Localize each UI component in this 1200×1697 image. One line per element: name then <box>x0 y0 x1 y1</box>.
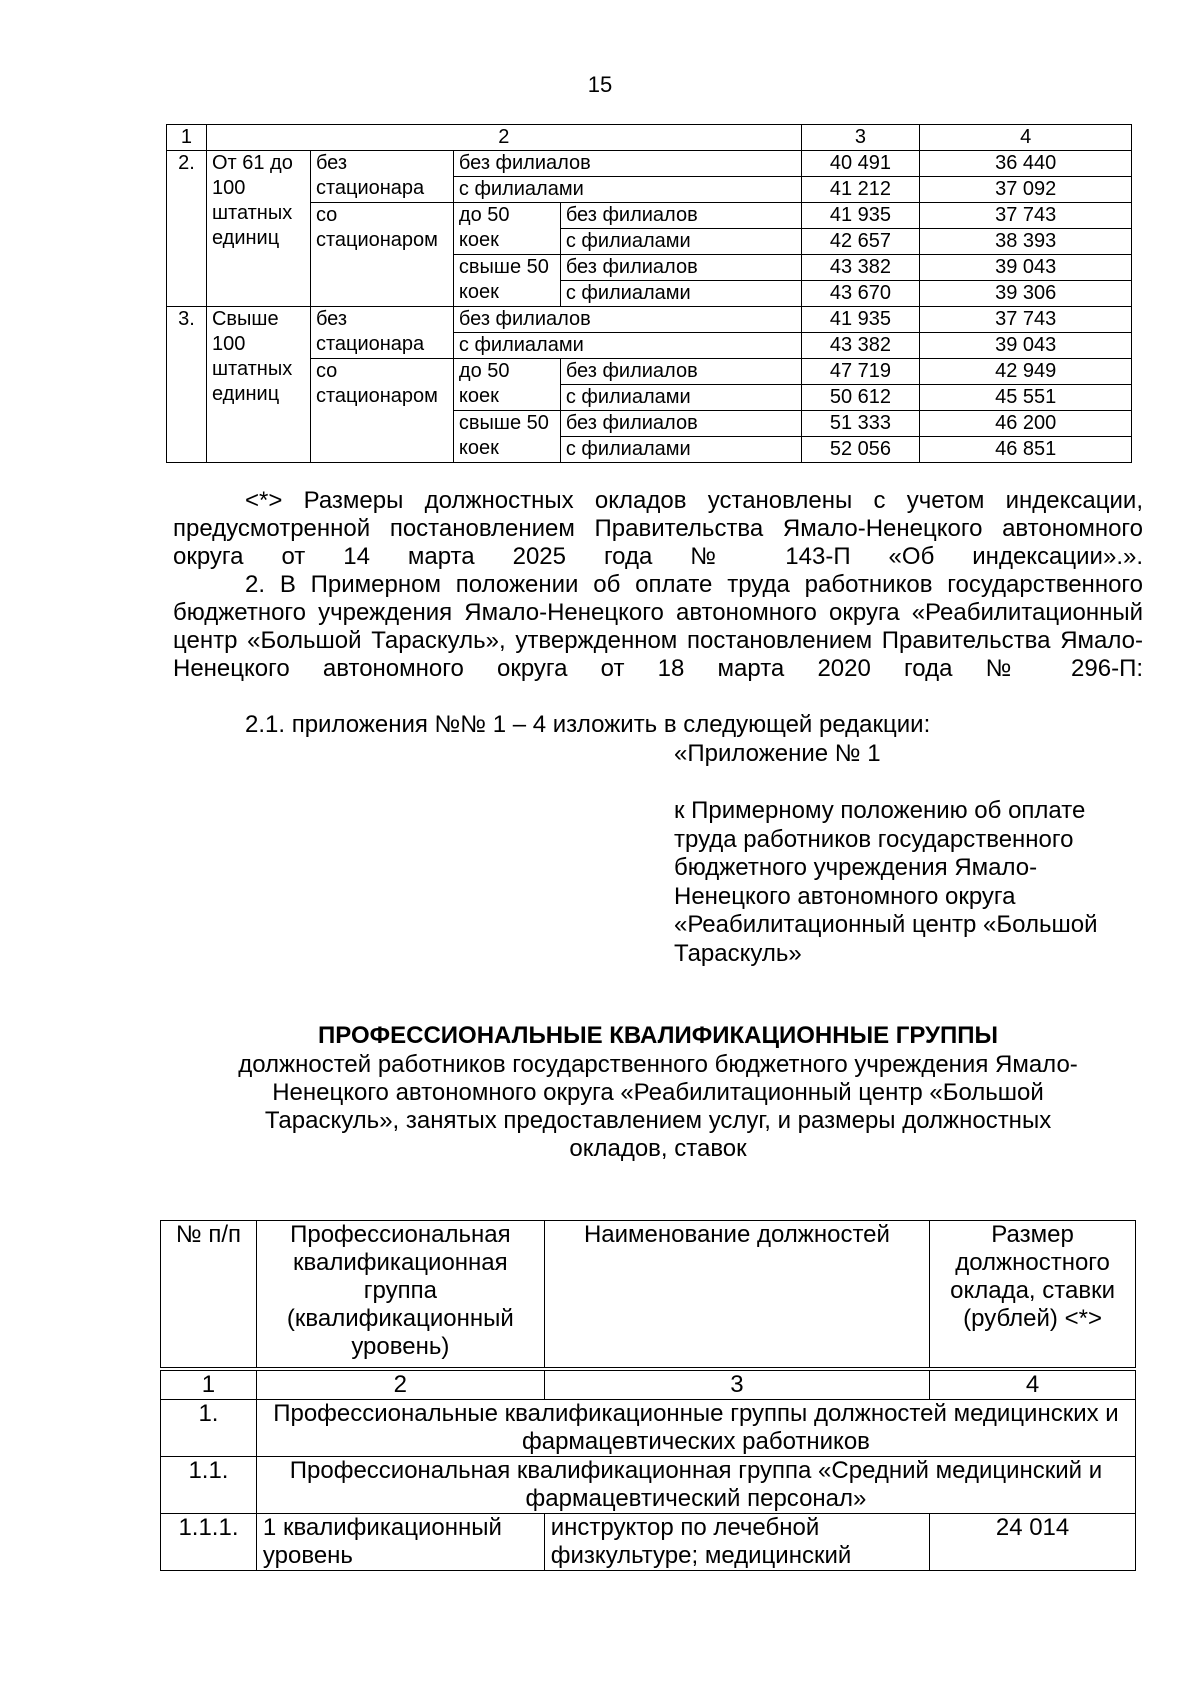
hospital-type-label: без стационара <box>310 307 453 359</box>
subsection-num: 1.1. <box>161 1457 257 1514</box>
value-col4: 39 043 <box>920 255 1132 281</box>
salary-table-continued <box>166 124 1132 463</box>
value-col3: 41 212 <box>801 177 920 203</box>
table-row <box>167 151 1132 177</box>
value-col4: 38 393 <box>920 229 1132 255</box>
col-num-2: 2 <box>256 1369 544 1400</box>
table-number-row <box>161 1369 1136 1400</box>
beds-label: до 50 коек <box>453 359 560 411</box>
col-num-1: 1 <box>161 1369 257 1400</box>
hospital-type-label: со стационаром <box>310 359 453 463</box>
table-row <box>161 1514 1136 1571</box>
branch-label: с филиалами <box>453 177 801 203</box>
branch-label: с филиалами <box>560 385 801 411</box>
value-col4: 37 743 <box>920 307 1132 333</box>
col-2-header: 2 <box>206 125 801 151</box>
value-col3: 42 657 <box>801 229 920 255</box>
table-header-row <box>167 125 1132 151</box>
appendix-title: «Приложение № 1 <box>674 740 881 767</box>
value-col3: 41 935 <box>801 203 920 229</box>
branch-label: без филиалов <box>453 307 801 333</box>
value-col3: 41 935 <box>801 307 920 333</box>
value-col4: 46 851 <box>920 437 1132 463</box>
value-col3: 40 491 <box>801 151 920 177</box>
value-col4: 45 551 <box>920 385 1132 411</box>
col-num-4: 4 <box>930 1369 1136 1400</box>
qualification-level: 1 квалификационный уровень <box>256 1514 544 1571</box>
header-num: № п/п <box>161 1221 257 1370</box>
table-row <box>167 307 1132 333</box>
table-row <box>167 203 1132 229</box>
footnote-paragraph: <*> Размеры должностных окладов установлены с учетом индексации, предусмотренной постановлением Правительства Ямало-Ненецкого автономного округа от 14 марта 2025 года № 143-П «Об индексации».». <box>173 487 1143 570</box>
hospital-type-label: без стационара <box>310 151 453 203</box>
positions: инструктор по лечебной физкультуре; медицинский <box>544 1514 929 1571</box>
value-col3: 52 056 <box>801 437 920 463</box>
salary-value: 24 014 <box>930 1514 1136 1571</box>
staff-size-label: Свыше 100 штатных единиц <box>206 307 310 463</box>
row-num: 1.1.1. <box>161 1514 257 1571</box>
section-num: 1. <box>161 1400 257 1457</box>
col-4-header: 4 <box>920 125 1132 151</box>
col-3-header: 3 <box>801 125 920 151</box>
document-heading-text: ПРОФЕССИОНАЛЬНЫЕ КВАЛИФИКАЦИОННЫЕ ГРУППЫ <box>318 1022 998 1049</box>
branch-label: без филиалов <box>560 359 801 385</box>
value-col4: 36 440 <box>920 151 1132 177</box>
table-header-row <box>161 1221 1136 1370</box>
item-2-1-paragraph: 2.1. приложения №№ 1 – 4 изложить в следующей редакции: <box>245 711 931 738</box>
value-col3: 43 382 <box>801 255 920 281</box>
subsection-title: Профессиональная квалификационная группа «Средний медицинский и фармацевтический персонал» <box>256 1457 1135 1514</box>
row-number: 2. <box>167 151 207 307</box>
branch-label: с филиалами <box>560 229 801 255</box>
branch-label: с филиалами <box>453 333 801 359</box>
staff-size-label: От 61 до 100 штатных единиц <box>206 151 310 307</box>
document-heading <box>173 1022 1143 1050</box>
item-2-paragraph: 2. В Примерном положении об оплате труда работников государственного бюджетного учреждения Ямало-Ненецкого автономного округа «Реабилитационный центр «Большой Тараскуль», утвержденном постановлением Правительства Ямало-Ненецкого автономного округа от 18 марта 2020 года № 296-П: <box>173 571 1143 682</box>
branch-label: с филиалами <box>560 437 801 463</box>
page-number: 15 <box>587 72 613 97</box>
value-col3: 51 333 <box>801 411 920 437</box>
header-positions: Наименование должностей <box>544 1221 929 1370</box>
section-title: Профессиональные квалификационные группы должностей медицинских и фармацевтических работников <box>256 1400 1135 1457</box>
table-section-row <box>161 1400 1136 1457</box>
branch-label: без филиалов <box>560 411 801 437</box>
value-col4: 39 306 <box>920 281 1132 307</box>
branch-label: без филиалов <box>560 255 801 281</box>
value-col3: 47 719 <box>801 359 920 385</box>
branch-label: с филиалами <box>560 281 801 307</box>
row-number: 3. <box>167 307 207 463</box>
hospital-type-label: со стационаром <box>310 203 453 307</box>
value-col4: 37 092 <box>920 177 1132 203</box>
table-row <box>167 359 1132 385</box>
header-salary: Размер должностного оклада, ставки (рублей) <*> <box>930 1221 1136 1370</box>
table-section-row <box>161 1457 1136 1514</box>
value-col3: 43 382 <box>801 333 920 359</box>
col-1-header: 1 <box>167 125 207 151</box>
col-num-3: 3 <box>544 1369 929 1400</box>
value-col4: 46 200 <box>920 411 1132 437</box>
beds-label: свыше 50 коек <box>453 255 560 307</box>
header-group: Профессиональная квалификационная группа (квалификационный уровень) <box>256 1221 544 1370</box>
value-col4: 37 743 <box>920 203 1132 229</box>
value-col4: 42 949 <box>920 359 1132 385</box>
value-col3: 43 670 <box>801 281 920 307</box>
beds-label: свыше 50 коек <box>453 411 560 463</box>
document-subtitle: должностей работников государственного бюджетного учреждения Ямало-Ненецкого автономного округа «Реабилитационный центр «Большой Тараскуль», занятых предоставлением услуг, и размеры должностных окладов, ставок <box>238 1051 1078 1162</box>
appendix-reference: к Примерному положению об оплате труда работников государственного бюджетного учреждения Ямало-Ненецкого автономного округа «Реабилитационный центр «Большой Тараскуль» <box>674 797 1098 967</box>
value-col4: 39 043 <box>920 333 1132 359</box>
beds-label: до 50 коек <box>453 203 560 255</box>
branch-label: без филиалов <box>453 151 801 177</box>
branch-label: без филиалов <box>560 203 801 229</box>
value-col3: 50 612 <box>801 385 920 411</box>
qualification-groups-table <box>160 1220 1136 1571</box>
